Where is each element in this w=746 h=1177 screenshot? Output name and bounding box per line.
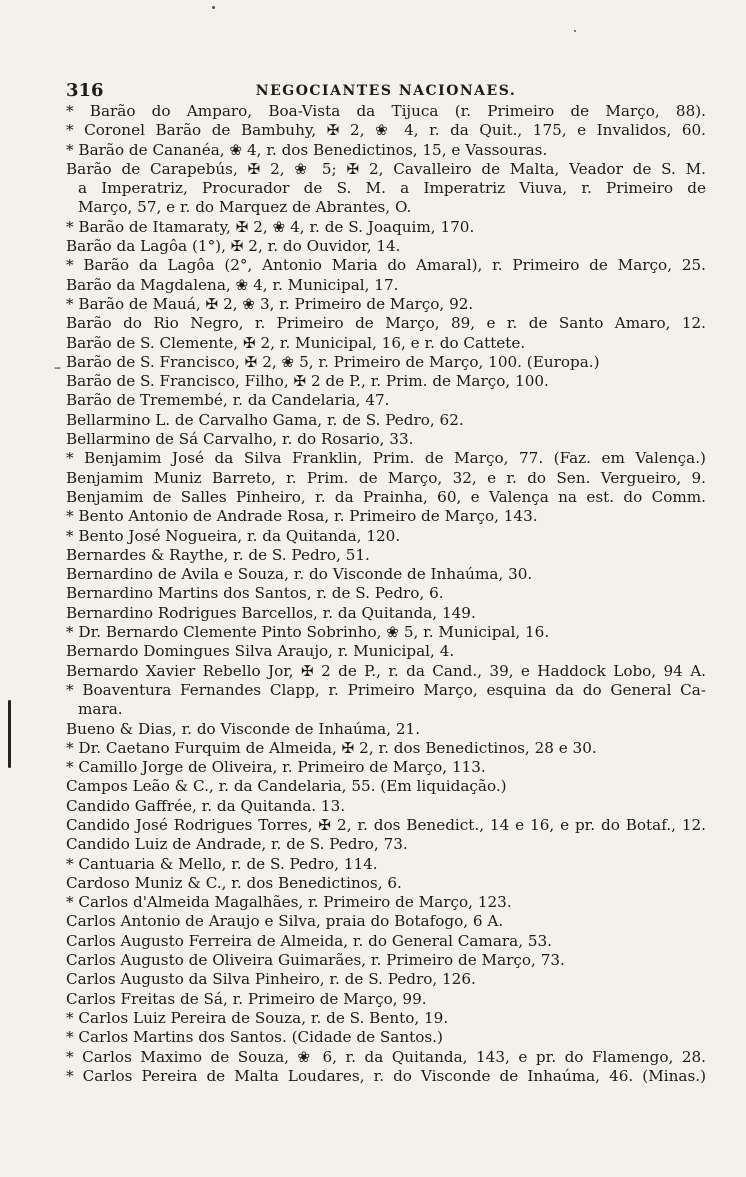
- directory-entry: Barão de S. Francisco, ✠ 2, ❀ 5, r. Primeiro de Março, 100. (Europa.): [66, 352, 600, 371]
- directory-entry: Candido Gaffrée, r. da Quitanda. 13.: [66, 796, 346, 815]
- directory-entry-continuation: Março, 57, e r. do Marquez de Abrantes, O.: [78, 198, 412, 217]
- directory-entry: * Camillo Jorge de Oliveira, r. Primeiro de Março, 113.: [66, 758, 486, 777]
- directory-entry: * Barão de Mauá, ✠ 2, ❀ 3, r. Primeiro de Março, 92.: [66, 294, 474, 313]
- directory-entry: Carlos Antonio de Araujo e Silva, praia do Botafogo, 6 A.: [66, 912, 504, 931]
- directory-entry: * Carlos Pereira de Malta Loudares, r. do Visconde de Inhaúma, 46. (Minas.): [66, 1066, 706, 1085]
- directory-entry: Candido Luiz de Andrade, r. de S. Pedro, 73.: [66, 835, 408, 854]
- directory-entry: Barão de S. Francisco, Filho, ✠ 2 de P., r. Prim. de Março, 100.: [66, 372, 549, 391]
- page-number: 316: [66, 80, 104, 101]
- directory-entry: * Carlos Luiz Pereira de Souza, r. de S. Bento, 19.: [66, 1008, 449, 1027]
- directory-entry: * Barão da Lagôa (2°, Antonio Maria do Amaral), r. Primeiro de Março, 25.: [66, 256, 706, 275]
- directory-entry: Bernardes & Raythe, r. de S. Pedro, 51.: [66, 545, 370, 564]
- speck-mark: [212, 6, 215, 9]
- directory-entry: Bellarmino L. de Carvalho Gama, r. de S. Pedro, 62.: [66, 410, 464, 429]
- directory-entry: Barão do Rio Negro, r. Primeiro de Março, 89, e r. de Santo Amaro, 12.: [66, 314, 706, 333]
- directory-entry: Carlos Augusto da Silva Pinheiro, r. de S. Pedro, 126.: [66, 970, 476, 989]
- directory-entry: * Dr. Bernardo Clemente Pinto Sobrinho, ❀ 5, r. Municipal, 16.: [66, 623, 550, 642]
- directory-entry: Carlos Augusto Ferreira de Almeida, r. do General Camara, 53.: [66, 931, 553, 950]
- directory-entry: * Benjamim José da Silva Franklin, Prim. de Março, 77. (Faz. em Valença.): [66, 449, 706, 468]
- directory-entry: Barão de Carapebús, ✠ 2, ❀ 5; ✠ 2, Cavalleiro de Malta, Veador de S. M.: [66, 159, 706, 178]
- directory-entry: Barão da Magdalena, ❀ 4, r. Municipal, 17.: [66, 275, 399, 294]
- directory-entry: Campos Leão & C., r. da Candelaria, 55. (Em liquidação.): [66, 777, 507, 796]
- directory-entry-continuation: mara.: [78, 700, 123, 719]
- directory-entry: Candido José Rodrigues Torres, ✠ 2, r. dos Benedict., 14 e 16, e pr. do Botaf., 12.: [66, 815, 706, 834]
- directory-entry: Carlos Freitas de Sá, r. Primeiro de Março, 99.: [66, 989, 427, 1008]
- directory-entry: * Carlos Maximo de Souza, ❀ 6, r. da Quitanda, 143, e pr. do Flamengo, 28.: [66, 1047, 706, 1066]
- directory-entry: * Carlos d'Almeida Magalhães, r. Primeiro de Março, 123.: [66, 893, 512, 912]
- margin-dash-mark: –: [54, 360, 61, 376]
- running-title: NEGOCIANTES NACIONAES.: [255, 83, 517, 99]
- directory-entry: * Cantuaria & Mello, r. de S. Pedro, 114.: [66, 854, 378, 873]
- directory-entry: Bernardo Domingues Silva Araujo, r. Municipal, 4.: [66, 642, 455, 661]
- directory-entry: * Barão de Cananéa, ❀ 4, r. dos Benedictinos, 15, e Vassouras.: [66, 140, 548, 159]
- directory-entry: Bueno & Dias, r. do Visconde de Inhaúma, 21.: [66, 719, 421, 738]
- directory-entry: * Bento Antonio de Andrade Rosa, r. Primeiro de Março, 143.: [66, 507, 538, 526]
- directory-entry: Bernardino de Avila e Souza, r. do Visconde de Inhaúma, 30.: [66, 565, 533, 584]
- directory-entry-continuation: a Imperatriz, Procurador de S. M. a Imperatriz Viuva, r. Primeiro de: [78, 179, 706, 198]
- directory-entry: Barão da Lagôa (1°), ✠ 2, r. do Ouvidor, 14.: [66, 237, 401, 256]
- directory-entry: Benjamim Muniz Barreto, r. Prim. de Março, 32, e r. do Sen. Vergueiro, 9.: [66, 468, 706, 487]
- directory-entry: * Coronel Barão de Bambuhy, ✠ 2, ❀ 4, r. da Quit., 175, e Invalidos, 60.: [66, 121, 706, 140]
- directory-entry: * Carlos Martins dos Santos. (Cidade de Santos.): [66, 1028, 443, 1047]
- directory-entry: * Bento José Nogueira, r. da Quitanda, 120.: [66, 526, 401, 545]
- directory-entry: Bernardo Xavier Rebello Jor, ✠ 2 de P., r. da Cand., 39, e Haddock Lobo, 94 A.: [66, 661, 706, 680]
- directory-entry: Benjamim de Salles Pinheiro, r. da Prainha, 60, e Valença na est. do Comm.: [66, 487, 706, 506]
- page-header: [66, 80, 706, 102]
- directory-entry: * Dr. Caetano Furquim de Almeida, ✠ 2, r. dos Benedictinos, 28 e 30.: [66, 738, 597, 757]
- directory-entry: Barão de S. Clemente, ✠ 2, r. Municipal, 16, e r. do Cattete.: [66, 333, 526, 352]
- directory-entry: * Boaventura Fernandes Clapp, r. Primeiro Março, esquina da do General Ca-: [66, 680, 706, 699]
- directory-entry: * Barão de Itamaraty, ✠ 2, ❀ 4, r. de S. Joaquim, 170.: [66, 217, 475, 236]
- directory-entry: Bellarmino de Sá Carvalho, r. do Rosario, 33.: [66, 430, 414, 449]
- directory-entry: Barão de Tremembé, r. da Candelaria, 47.: [66, 391, 390, 410]
- margin-mark: [8, 700, 11, 768]
- directory-entry: Bernardino Rodrigues Barcellos, r. da Quitanda, 149.: [66, 603, 476, 622]
- directory-entry: Bernardino Martins dos Santos, r. de S. Pedro, 6.: [66, 584, 444, 603]
- directory-entry: Cardoso Muniz & C., r. dos Benedictinos, 6.: [66, 873, 402, 892]
- directory-entry: * Barão do Amparo, Boa-Vista da Tijuca (r. Primeiro de Março, 88).: [66, 102, 706, 120]
- directory-entry: Carlos Augusto de Oliveira Guimarães, r. Primeiro de Março, 73.: [66, 951, 565, 970]
- directory-list: [66, 102, 706, 1086]
- speck-mark: [574, 30, 576, 32]
